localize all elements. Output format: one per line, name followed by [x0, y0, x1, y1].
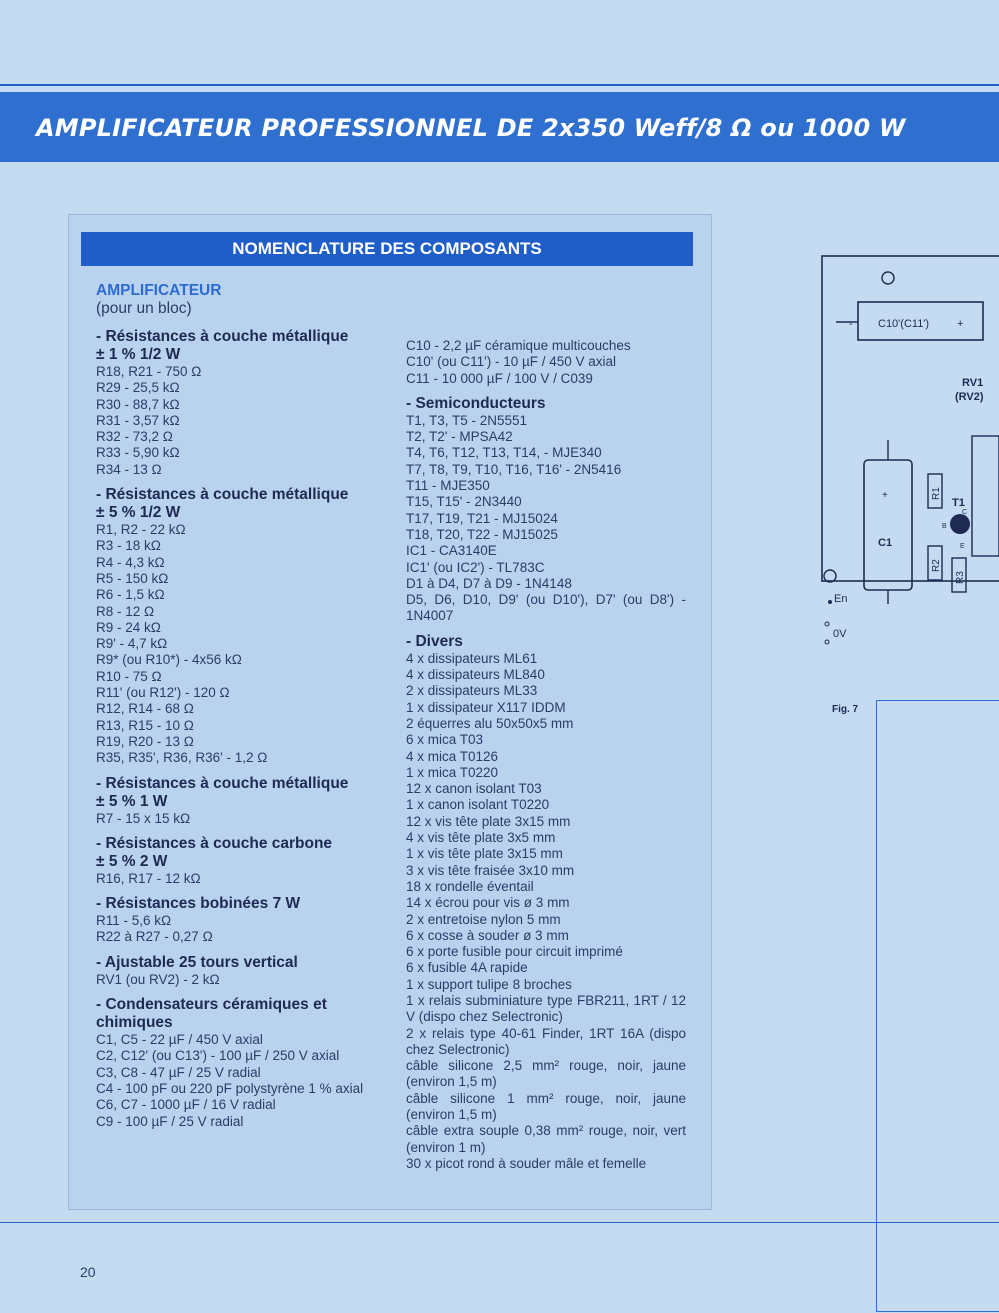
component-item: 4 x dissipateurs ML61 — [406, 650, 538, 666]
component-item: R29 - 25,5 kΩ — [96, 380, 180, 396]
component-item: 1 x dissipateur X117 IDDM — [406, 699, 566, 715]
section-heading: - Résistances à couche métallique — [96, 486, 349, 504]
component-item: 1 x relais subminiature type FBR211, 1RT / 12 V (dispo chez Selectronic) — [406, 992, 686, 1025]
rv1-label: RV1 — [962, 377, 984, 389]
component-item: câble silicone 2,5 mm² rouge, noir, jaune (environ 1,5 m) — [406, 1058, 686, 1090]
component-item: C1, C5 - 22 µF / 450 V axial — [96, 1032, 263, 1048]
component-item: câble extra souple 0,38 mm² rouge, noir, vert (environ 1 m) — [406, 1123, 686, 1155]
component-item: 30 x picot rond à souder mâle et femelle — [406, 1155, 647, 1171]
component-item: T18, T20, T22 - MJ15025 — [406, 526, 558, 542]
c10-plus: + — [957, 318, 964, 330]
component-item: R11 - 5,6 kΩ — [96, 913, 172, 929]
component-item: R18, R21 - 750 Ω — [96, 364, 202, 379]
component-item: R31 - 3,57 kΩ — [96, 412, 180, 428]
svg-text:E: E — [960, 543, 965, 550]
c10-label: C10'(C11') — [878, 318, 930, 330]
component-item: RV1 (ou RV2) - 2 kΩ — [96, 971, 220, 987]
section-tolerance: chimiques — [96, 1014, 173, 1032]
left-column — [96, 282, 378, 1138]
component-item: R33 - 5,90 kΩ — [96, 445, 180, 461]
component-item: 18 x rondelle éventail — [406, 878, 534, 894]
component-section — [406, 338, 686, 387]
component-item: C6, C7 - 1000 µF / 16 V radial — [96, 1097, 276, 1113]
component-item: R30 - 88,7 kΩ — [96, 396, 180, 412]
component-section — [96, 954, 378, 988]
component-item: R3 - 18 kΩ — [96, 538, 161, 554]
component-item: 1 x support tulipe 8 broches — [406, 976, 572, 992]
section-heading: - Condensateurs céramiques et — [96, 996, 327, 1014]
component-item: C9 - 100 µF / 25 V radial — [96, 1113, 244, 1129]
component-item: C10' (ou C11') - 10 µF / 450 V axial — [406, 354, 617, 370]
bottom-rule — [0, 1222, 999, 1223]
component-item: 6 x porte fusible pour circuit imprimé — [406, 944, 623, 960]
component-item: R35, R35', R36, R36' - 1,2 Ω — [96, 750, 268, 766]
svg-text:C: C — [962, 509, 968, 516]
c1-label: C1 — [878, 537, 893, 549]
component-item: R1, R2 - 22 kΩ — [96, 522, 186, 538]
component-item: R5 - 150 kΩ — [96, 570, 169, 586]
top-rule — [0, 84, 999, 86]
component-item: 2 x relais type 40-61 Finder, 1RT 16A (dispo chez Selectronic) — [406, 1025, 686, 1057]
component-item: C11 - 10 000 µF / 100 V / C039 — [406, 370, 593, 386]
component-item: 4 x vis tête plate 3x5 mm — [406, 830, 556, 846]
title-band — [0, 92, 999, 162]
schematic-figure — [812, 252, 999, 692]
en-label: En — [834, 593, 848, 605]
component-item: R16, R17 - 12 kΩ — [96, 870, 201, 886]
section-heading: - Divers — [406, 632, 463, 650]
component-item: câble silicone 1 mm² rouge, noir, jaune (environ 1,5 m) — [406, 1090, 686, 1123]
component-item: D5, D6, D10, D9' (ou D10'), D7' (ou D8') - 1N4007 — [406, 592, 686, 624]
component-item: 1 x mica T0220 — [406, 764, 499, 780]
component-item: T1, T3, T5 - 2N5551 — [406, 412, 528, 428]
component-item: 12 x vis tête plate 3x15 mm — [406, 813, 571, 829]
component-item: 3 x vis tête fraisée 3x10 mm — [406, 862, 575, 878]
component-item: 12 x canon isolant T03 — [406, 781, 542, 797]
component-item: 2 x entretoise nylon 5 mm — [406, 911, 561, 927]
section-heading: - Résistances à couche carbone — [96, 834, 333, 852]
section-title: AMPLIFICATEUR — [96, 282, 222, 299]
component-item: 1 x vis tête plate 3x15 mm — [406, 846, 563, 862]
component-item: T15, T15' - 2N3440 — [406, 494, 522, 510]
svg-text:+: + — [882, 490, 888, 501]
section-tolerance: ± 5 % 2 W — [96, 852, 168, 870]
component-item: R34 - 13 Ω — [96, 461, 162, 477]
component-item: R4 - 4,3 kΩ — [96, 554, 165, 570]
component-item: R12, R14 - 68 Ω — [96, 701, 194, 717]
component-item: 6 x mica T03 — [406, 732, 484, 748]
rv2-label: (RV2) — [955, 391, 984, 403]
page-number: 20 — [80, 1264, 96, 1280]
component-item: T2, T2' - MPSA42 — [406, 429, 513, 445]
component-item: IC1 - CA3140E — [406, 543, 497, 559]
component-item: R9* (ou R10*) - 4x56 kΩ — [96, 652, 242, 668]
nomenclature-heading-band — [81, 232, 693, 266]
component-item: C2, C12' (ou C13') - 100 µF / 250 V axial — [96, 1048, 340, 1064]
component-section — [96, 775, 378, 827]
component-item: T11 - MJE350 — [406, 478, 490, 494]
component-section — [96, 835, 378, 887]
ov-label: 0V — [833, 628, 847, 640]
section-tolerance: ± 5 % 1 W — [96, 792, 168, 810]
right-column — [406, 338, 686, 1180]
component-item: R19, R20 - 13 Ω — [96, 733, 194, 749]
component-item: T7, T8, T9, T10, T16, T16' - 2N5416 — [406, 461, 622, 477]
component-item: C10 - 2,2 µF céramique multicouches — [406, 338, 631, 353]
section-heading: - Ajustable 25 tours vertical — [96, 953, 298, 971]
component-item: D1 à D4, D7 à D9 - 1N4148 — [406, 575, 572, 591]
nomenclature-heading: NOMENCLATURE DES COMPOSANTS — [232, 239, 542, 258]
component-section — [406, 395, 686, 625]
component-section — [96, 996, 378, 1130]
component-item: R8 - 12 Ω — [96, 603, 155, 619]
component-item: R10 - 75 Ω — [96, 668, 162, 684]
section-heading: - Résistances bobinées 7 W — [96, 895, 301, 913]
component-section — [406, 633, 686, 1173]
component-item: R9 - 24 kΩ — [96, 619, 161, 635]
component-item: IC1' (ou IC2') - TL783C — [406, 559, 545, 575]
component-item: C3, C8 - 47 µF / 25 V radial — [96, 1064, 261, 1080]
capacitor-c1 — [864, 460, 912, 590]
section-heading: - Résistances à couche métallique — [96, 774, 349, 792]
component-item: 1 x canon isolant T0220 — [406, 797, 550, 813]
svg-text:R2: R2 — [931, 559, 942, 572]
section-heading: - Résistances à couche métallique — [96, 328, 349, 345]
component-item: 2 équerres alu 50x50x5 mm — [406, 715, 574, 731]
component-item: 6 x cosse à souder ø 3 mm — [406, 927, 569, 943]
section-tolerance: ± 5 % 1/2 W — [96, 504, 181, 522]
component-item: T17, T19, T21 - MJ15024 — [406, 510, 558, 526]
section-heading: - Semiconducteurs — [406, 394, 546, 412]
component-item: R22 à R27 - 0,27 Ω — [96, 929, 213, 945]
component-item: R9' - 4,7 kΩ — [96, 636, 168, 652]
svg-text:R3: R3 — [955, 571, 966, 584]
c10-minus: - — [849, 318, 853, 330]
mounting-hole — [882, 272, 894, 284]
section-tolerance: ± 1 % 1/2 W — [96, 346, 181, 363]
component-item: 2 x dissipateurs ML33 — [406, 683, 538, 699]
transistor-t1 — [950, 514, 970, 534]
component-item: 4 x mica T0126 — [406, 748, 499, 764]
component-item: 14 x écrou pour vis ø 3 mm — [406, 895, 570, 911]
component-item: 6 x fusible 4A rapide — [406, 960, 528, 976]
component-item: R32 - 73,2 Ω — [96, 429, 173, 445]
component-item: R7 - 15 x 15 kΩ — [96, 810, 191, 826]
component-item: R11' (ou R12') - 120 Ω — [96, 685, 230, 701]
component-item: C4 - 100 pF ou 220 pF polystyrène 1 % axial — [96, 1080, 364, 1096]
component-item: 4 x dissipateurs ML840 — [406, 667, 545, 683]
section-subtitle: (pour un bloc) — [96, 300, 192, 317]
component-section — [96, 895, 378, 946]
right-frame — [876, 700, 999, 1312]
component-item: T4, T6, T12, T13, T14, - MJE340 — [406, 445, 602, 461]
component-item: R13, R15 - 10 Ω — [96, 717, 194, 733]
svg-text:R1: R1 — [931, 487, 942, 500]
t1-label: T1 — [952, 497, 965, 509]
component-section — [96, 328, 378, 478]
component-item: R6 - 1,5 kΩ — [96, 587, 165, 603]
component-section — [96, 486, 378, 766]
page-title: AMPLIFICATEUR PROFESSIONNEL DE 2x350 Weff/8 Ω ou 1000 W — [36, 114, 906, 142]
svg-text:B: B — [942, 523, 947, 530]
figure-caption: Fig. 7 — [832, 704, 859, 715]
